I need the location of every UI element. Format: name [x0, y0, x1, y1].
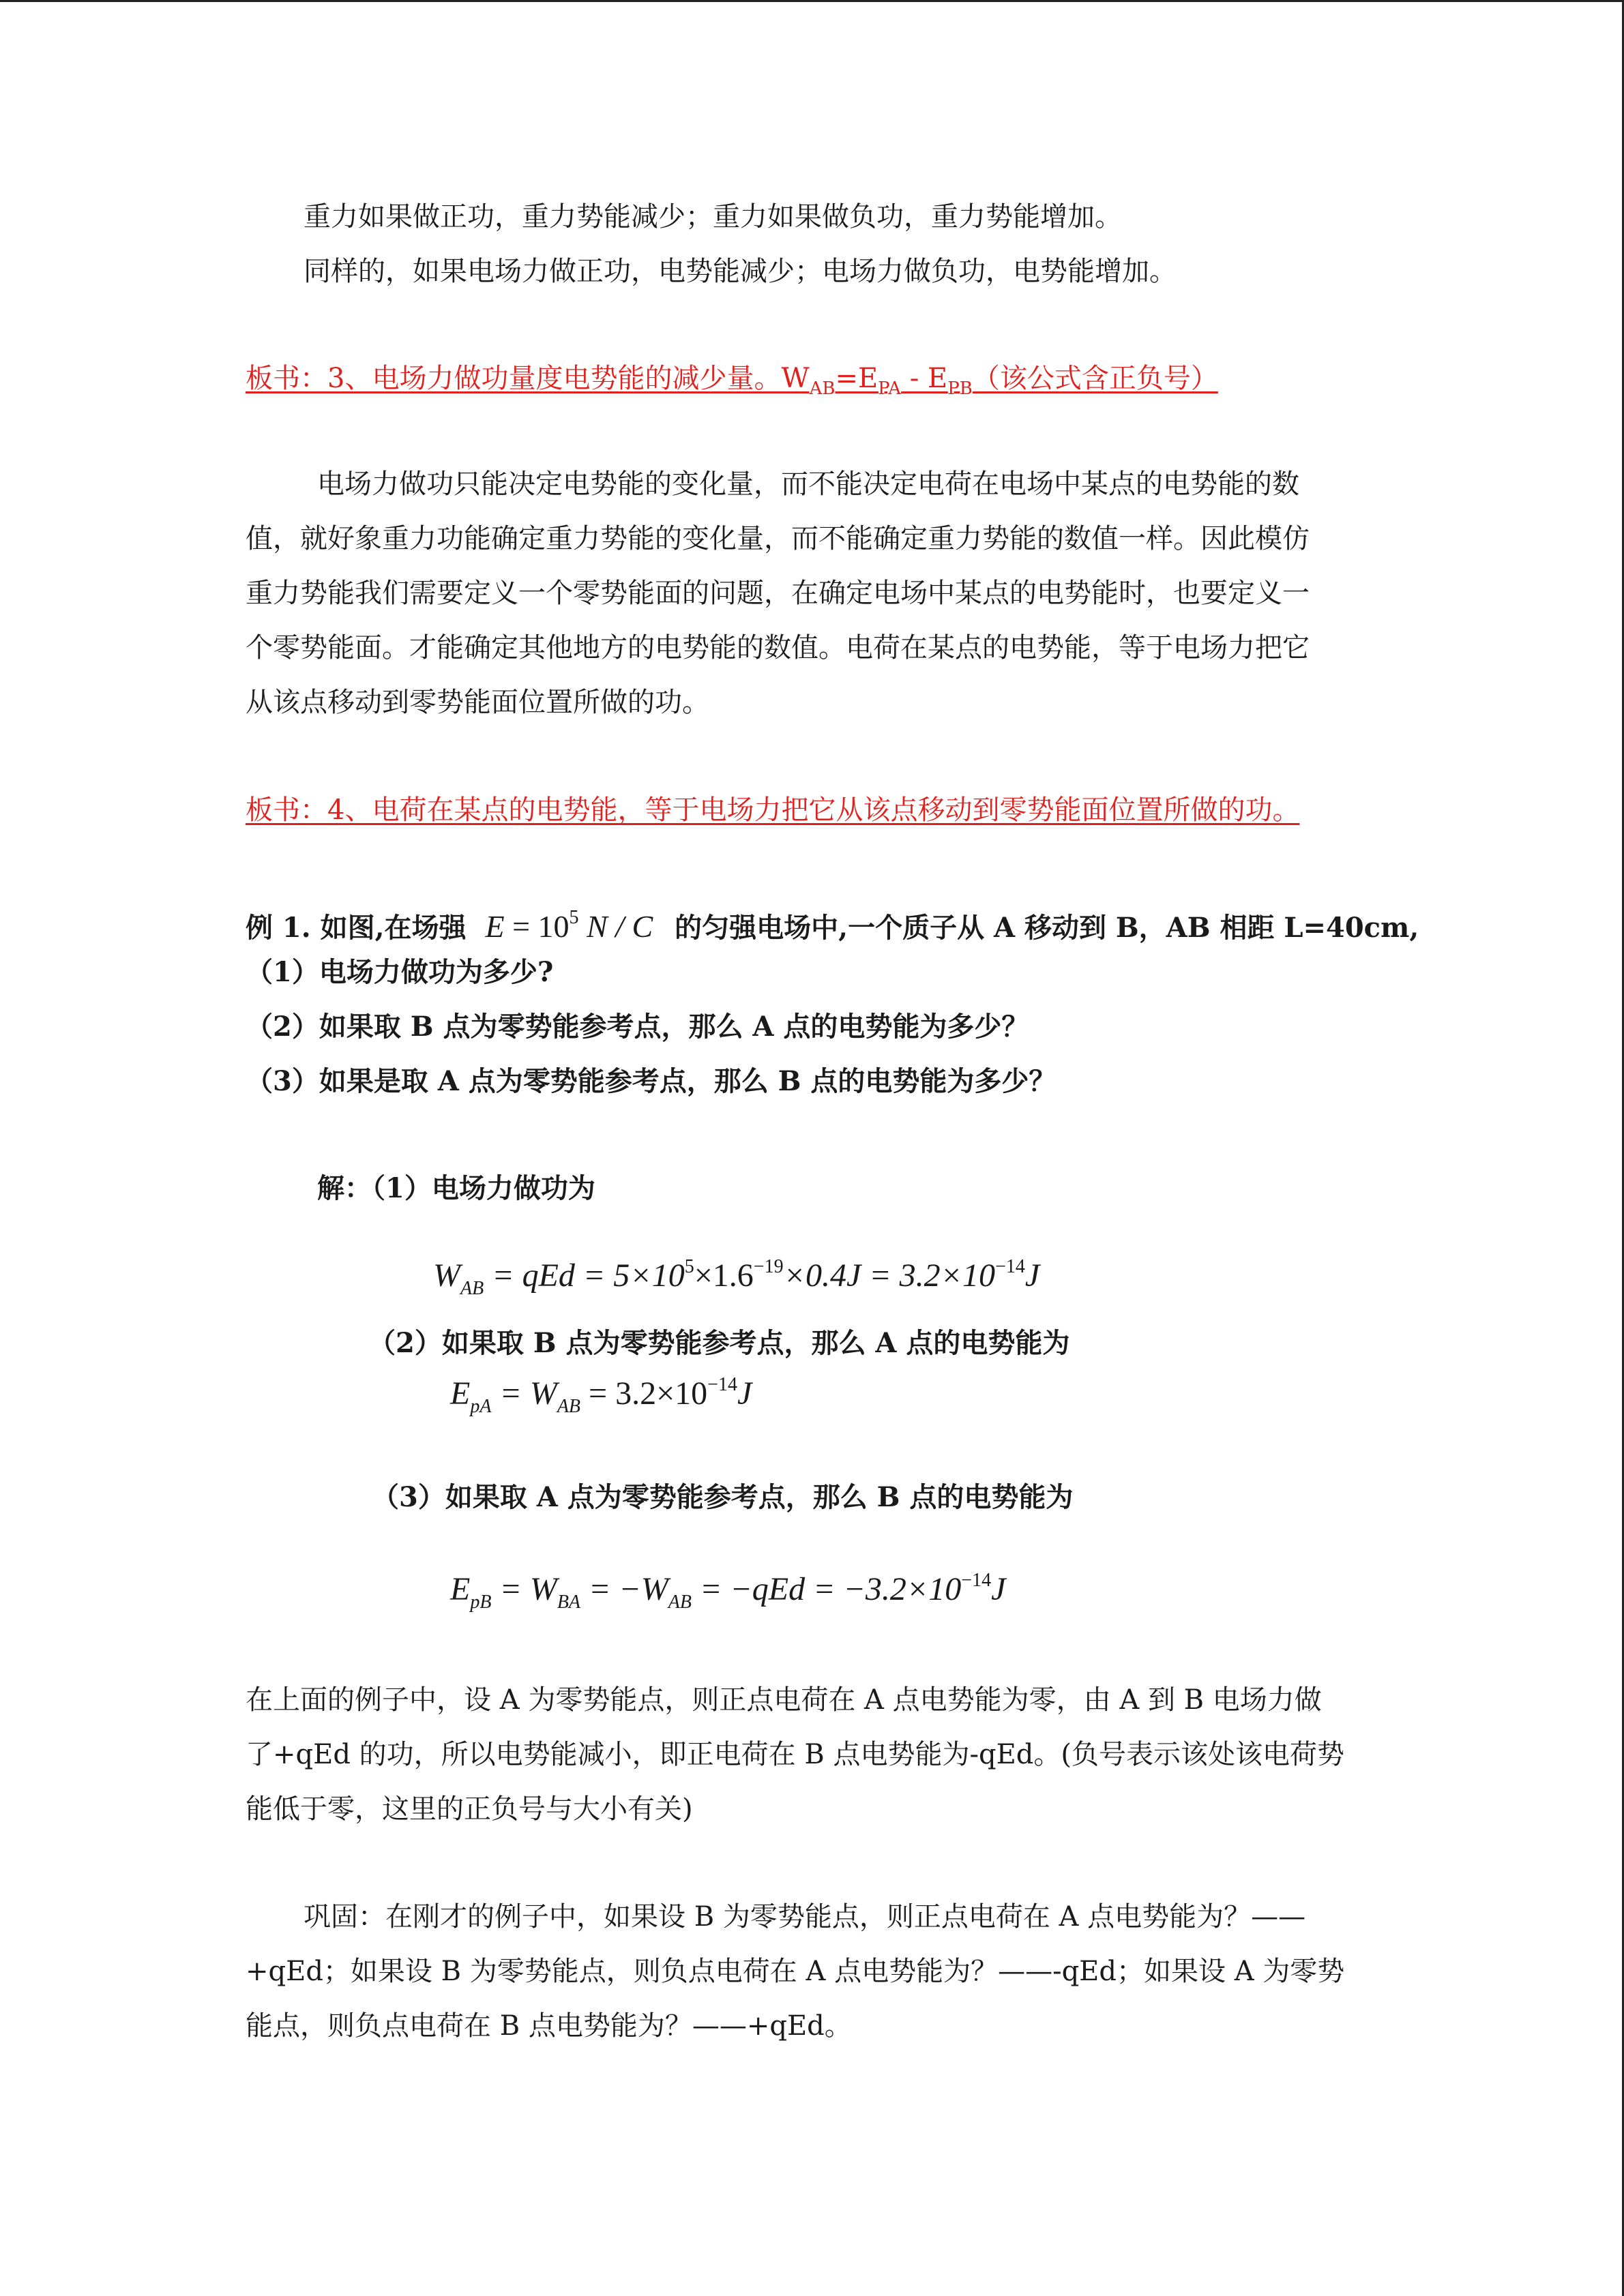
board-note-4: 板书：4、电荷在某点的电势能，等于电场力把它从该点移动到零势能面位置所做的功。	[246, 794, 1300, 826]
paragraph-line: +qEd；如果设 B 为零势能点，则负点电荷在 A 点电势能为？——-qEd；如果设 A 为零势	[246, 1956, 1345, 1987]
solution-step-3: （3）如果取 A 点为零势能参考点，那么 B 点的电势能为	[372, 1481, 1074, 1513]
paragraph-line: 巩固：在刚才的例子中，如果设 B 为零势能点，则正点电荷在 A 点电势能为？——	[304, 1901, 1306, 1933]
equation-potential-a: $E_{pA} = W_{AB} = 3.2\times 10^{-14}J$	[450, 1374, 752, 1417]
example-question-1: （1）电场力做功为多少?	[246, 956, 554, 988]
solution-step-1: 解：（1）电场力做功为	[317, 1172, 595, 1204]
example-question-3: （3）如果是取 A 点为零势能参考点，那么 B 点的电势能为多少？	[246, 1065, 1057, 1097]
example-question-2: （2）如果取 B 点为零势能参考点，那么 A 点的电势能为多少？	[246, 1011, 1029, 1043]
paragraph-line: 了+qEd 的功，所以电势能减小，即正电荷在 B 点电势能为-qEd。(负号表示该处该电荷势	[246, 1739, 1344, 1770]
paragraph-gravity-work: 重力如果做正功，重力势能减少；重力如果做负功，重力势能增加。	[304, 201, 1122, 233]
paragraph-line: 值，就好象重力功能确定重力势能的变化量，而不能确定重力势能的数值一样。因此模仿	[246, 523, 1310, 554]
paragraph-line: 个零势能面。才能确定其他地方的电势能的数值。电荷在某点的电势能，等于电场力把它	[246, 632, 1310, 664]
paragraph-line: 电场力做功只能决定电势能的变化量，而不能决定电荷在电场中某点的电势能的数	[317, 468, 1299, 500]
paragraph-line: 从该点移动到零势能面位置所做的功。	[246, 687, 709, 718]
equation-potential-b: $E_{pB} = W_{BA} = -W_{AB} = -qEd = -3.2\times 10^{-14}J$	[450, 1570, 1006, 1613]
equation-work: $W_{AB}$ = qEd = $5\times 10^5\times 1.6^{-19}\times 0.4J = 3.2\times 10^{-14}J$	[433, 1256, 1040, 1299]
paragraph-line: 能低于零，这里的正负号与大小有关)	[246, 1793, 693, 1825]
paragraph-line: 能点，则负点电荷在 B 点电势能为？——+qEd。	[246, 2010, 852, 2042]
board-note-3: 板书：3、电场力做功量度电势能的减少量。$W_{AB}=E_{PA} - E_{PB}$（该公式含正负号）	[246, 363, 1218, 399]
field-formula: $E = 10^5$ N / C	[485, 907, 653, 944]
paragraph-line: 在上面的例子中，设 A 为零势能点，则正点电荷在 A 点电势能为零，由 A 到 B 电场力做	[246, 1684, 1322, 1716]
paragraph-electric-work: 同样的，如果电场力做正功，电势能减少；电场力做负功，电势能增加。	[304, 256, 1177, 287]
paragraph-line: 重力势能我们需要定义一个零势能面的问题，在确定电场中某点的电势能时，也要定义一	[246, 578, 1310, 609]
solution-step-2: （2）如果取 B 点为零势能参考点，那么 A 点的电势能为	[368, 1327, 1070, 1359]
example-title: 例 1. 如图,在场强 $E = 10^5$ N / C 的匀强电场中,一个质子从 A 移动到 B，AB 相距 L=40cm,	[246, 907, 1419, 944]
